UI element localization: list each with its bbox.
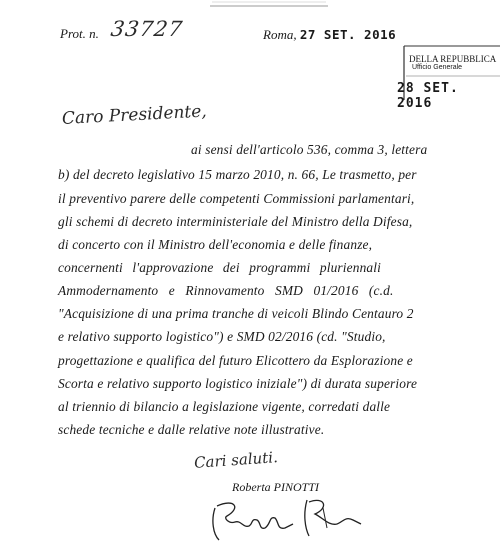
protocol-label: Prot. n. bbox=[60, 26, 99, 41]
stamp-date: 28 SET. 2016 bbox=[397, 81, 459, 111]
signer-name: Roberta PINOTTI bbox=[232, 480, 319, 494]
body-line: al triennio di bilancio a legislazione vigente, corredati dalle bbox=[58, 399, 391, 414]
body-line: gli schemi di decreto interministeriale del Ministro della Difesa, bbox=[58, 214, 413, 229]
stamp-subtitle: Ufficio Generale bbox=[412, 64, 463, 71]
body-line: b) del decreto legislativo 15 marzo 2010, n. 66, Le trasmetto, per bbox=[58, 167, 417, 182]
body-line: concernenti l'approvazione dei programmi pluriennali bbox=[58, 260, 382, 275]
letter-date: 27 SET. 2016 bbox=[299, 27, 397, 42]
body-line: e relativo supporto logistico") e SMD 02/2016 (cd. "Studio, bbox=[58, 329, 386, 344]
protocol-number: 33727 bbox=[109, 17, 185, 41]
body-line: di concerto con il Ministro dell'economia e delle finanze, bbox=[58, 237, 373, 252]
stamp-title: DELLA REPUBBLICA bbox=[409, 54, 497, 64]
body-line: ai sensi dell'articolo 536, comma 3, lettera bbox=[191, 142, 428, 157]
body-line: il preventivo parere delle competenti Commissioni parlamentari, bbox=[58, 191, 415, 206]
body-line: progettazione e qualifica del futuro Elicottero da Esplorazione e bbox=[58, 353, 413, 368]
place: Roma, bbox=[263, 27, 297, 42]
body-line: Ammodernamento e Rinnovamento SMD 01/2016 (c.d. bbox=[58, 283, 394, 298]
body-line: Scorta e relativo supporto logistico iniziale") di durata superiore bbox=[58, 376, 418, 391]
place-date bbox=[263, 27, 396, 43]
salutation: Caro Presidente, bbox=[61, 101, 208, 129]
scan-mark bbox=[208, 0, 330, 8]
body-line: schede tecniche e dalle relative note illustrative. bbox=[58, 422, 325, 437]
closing: Cari saluti. bbox=[193, 448, 279, 472]
body-line: "Acquisizione di una prima tranche di veicoli Blindo Centauro 2 bbox=[58, 306, 414, 321]
